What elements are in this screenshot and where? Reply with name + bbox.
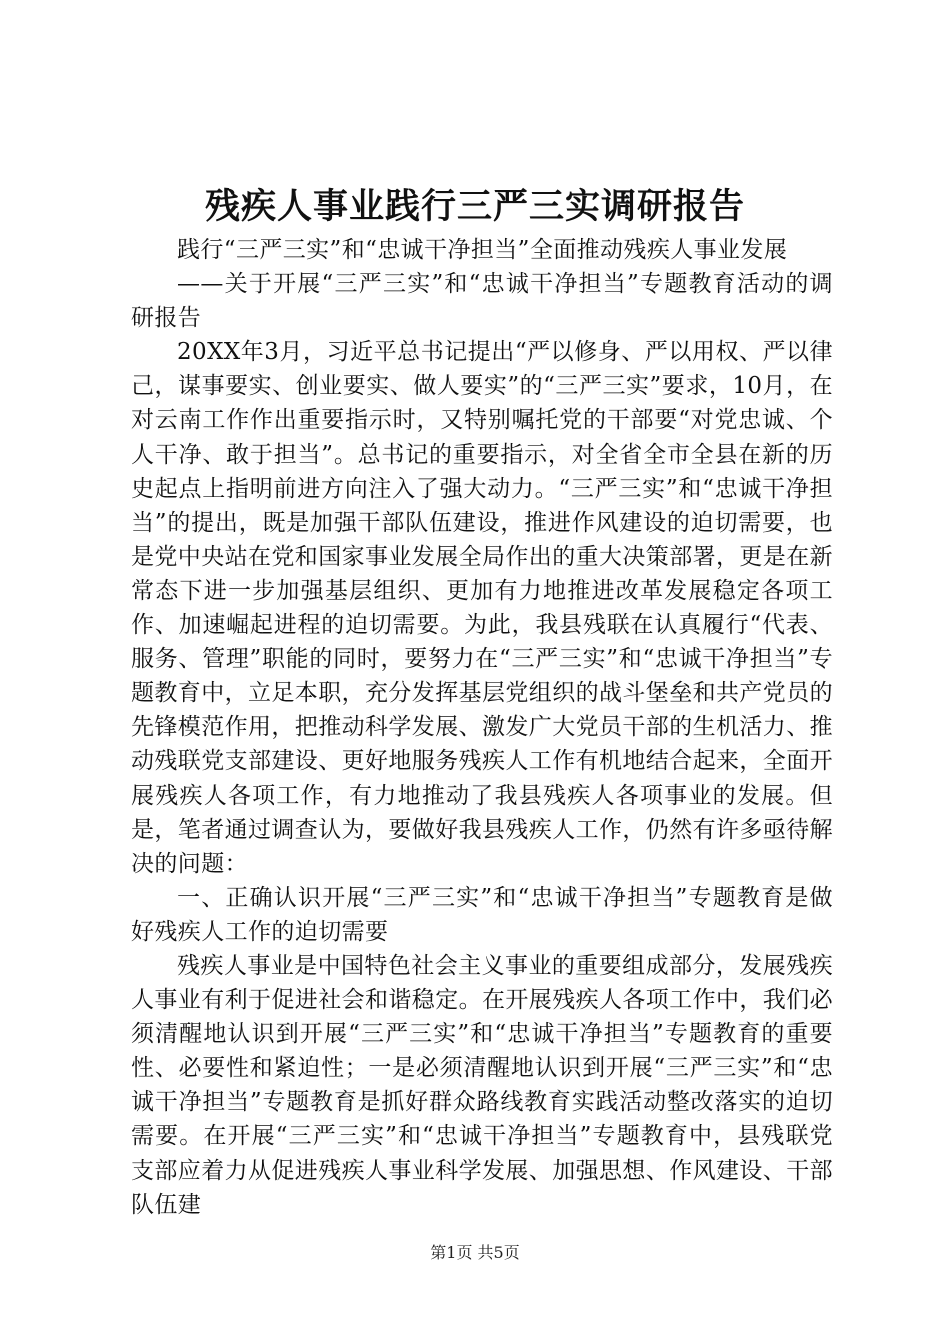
document-body (131, 233, 833, 1222)
body-paragraph: 20XX年3月，习近平总书记提出“严以修身、严以用权、严以律己，谋事要实、创业要实、做人要实”的“三严三实”要求，10月，在对云南工作作出重要指示时，又特别嘱托党的干部要“对党忠诚、个人干净、敢于担当”。总书记的重要指示，对全省全市全县在新的历史起点上指明前进方向注入了强大动力。“三严三实”和“忠诚干净担当”的提出，既是加强干部队伍建设，推进作风建设的迫切需要，也是党中央站在党和国家事业发展全局作出的重大决策部署，更是在新常态下进一步加强基层组织、更加有力地推进改革发展稳定各项工作、加速崛起进程的迫切需要。为此，我县残联在认真履行“代表、服务、管理”职能的同时，要努力在“三严三实”和“忠诚干净担当”专题教育中，立足本职，充分发挥基层党组织的战斗堡垒和共产党员的先锋模范作用，把推动科学发展、激发广大党员干部的生机活力、推动残联党支部建设、更好地服务残疾人工作有机地结合起来，全面开展残疾人各项工作，有力地推动了我县残疾人各项事业的发展。但是，笔者通过调查认为，要做好我县残疾人工作，仍然有许多亟待解决的问题： (131, 339, 833, 877)
subtitle-paragraph: 践行“三严三实”和“忠诚干净担当”全面推动残疾人事业发展 (177, 237, 788, 263)
page-number: 第1页 共5页 (430, 1243, 520, 1262)
subtitle-dash-paragraph: ——关于开展“三严三实”和“忠诚干净担当”专题教育活动的调研报告 (131, 271, 833, 332)
body-paragraph: 残疾人事业是中国特色社会主义事业的重要组成部分，发展残疾人事业有利于促进社会和谐稳定。在开展残疾人各项工作中，我们必须清醒地认识到开展“三严三实”和“忠诚干净担当”专题教育的重要性、必要性和紧迫性；一是必须清醒地认识到开展“三严三实”和“忠诚干净担当”专题教育是抓好群众路线教育实践活动整改落实的迫切需要。在开展“三严三实”和“忠诚干净担当”专题教育中，县残联党支部应着力从促进残疾人事业科学发展、加强思想、作风建设、干部队伍建 (131, 952, 833, 1218)
section-heading: 一、正确认识开展“三严三实”和“忠诚干净担当”专题教育是做好残疾人工作的迫切需要 (131, 884, 833, 945)
document-title: 残疾人事业践行三严三实调研报告 (204, 186, 745, 227)
